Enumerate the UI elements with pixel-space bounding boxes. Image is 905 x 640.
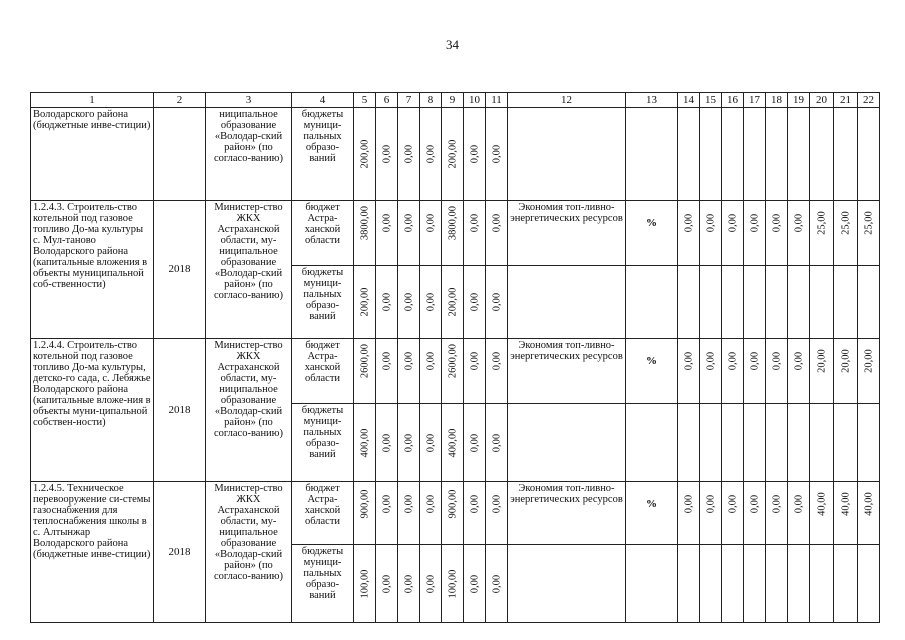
column-number: 3 [206, 93, 292, 108]
target-value [722, 339, 744, 404]
column-number: 21 [834, 93, 858, 108]
column-number: 13 [626, 93, 678, 108]
funding-value-text: 0,00 [381, 292, 392, 312]
target-value-text: 0,00 [749, 213, 760, 233]
funding-value [376, 545, 398, 623]
funding-value [354, 266, 376, 339]
year-cell [154, 108, 206, 201]
indicator: Экономия топ-ливно-энергетических ресурсов [508, 482, 626, 545]
target-value [788, 201, 810, 266]
funding-value-text: 0,00 [469, 292, 480, 312]
funding-value-text: 0,00 [425, 213, 436, 233]
target-value [858, 339, 880, 404]
target-value-text: 0,00 [793, 494, 804, 514]
funding-value [376, 482, 398, 545]
column-number: 5 [354, 93, 376, 108]
funding-value-text: 0,00 [469, 144, 480, 164]
funding-value-text: 0,00 [491, 351, 502, 371]
target-value [700, 482, 722, 545]
funding-value-text: 0,00 [381, 351, 392, 371]
funding-value [486, 482, 508, 545]
empty-cell [722, 266, 744, 339]
empty-cell [766, 404, 788, 482]
funding-value [464, 266, 486, 339]
target-value-text: 20,00 [816, 349, 827, 373]
funding-value-text: 0,00 [403, 494, 414, 514]
funding-value-text: 3800,00 [359, 205, 370, 241]
funding-value [442, 201, 464, 266]
target-value-text: 0,00 [727, 351, 738, 371]
target-value [810, 339, 834, 404]
funding-value-text: 200,00 [359, 287, 370, 317]
funding-value [376, 339, 398, 404]
year-cell: 2018 [154, 482, 206, 623]
funding-value-text: 0,00 [425, 144, 436, 164]
empty-cell [700, 266, 722, 339]
column-number: 15 [700, 93, 722, 108]
event-description: 1.2.4.5. Техническое перевооружение си-стемы газоснабжения для теплоснабжения школы в с. Алтынжар Володарского района (бюджетные инве-стиции) [31, 482, 154, 623]
empty-cell [744, 404, 766, 482]
funding-source: бюджеты муници-пальных образо-ваний [292, 545, 354, 623]
event-description: 1.2.4.4. Строитель-ство котельной под газовое топливо До-ма культуры, детско-го сада, с. Лебяжье Володарского района (капитальные вложе-ния в объекты муни-ципальной собствен-ности) [31, 339, 154, 482]
funding-value [376, 266, 398, 339]
table-row [31, 482, 880, 545]
funding-value-text: 0,00 [403, 574, 414, 593]
column-number: 8 [420, 93, 442, 108]
funding-value [354, 108, 376, 201]
funding-value-text: 100,00 [447, 569, 458, 598]
funding-value [420, 108, 442, 201]
empty-cell [788, 545, 810, 623]
empty-cell [788, 404, 810, 482]
indicator: Экономия топ-ливно-энергетических ресурсов [508, 339, 626, 404]
empty-cell [508, 545, 626, 623]
funding-value-text: 0,00 [491, 574, 502, 593]
target-value [722, 201, 744, 266]
empty-cell [834, 108, 858, 201]
funding-value [486, 545, 508, 623]
funding-value [464, 339, 486, 404]
funding-value [420, 482, 442, 545]
page-number: 34 [446, 37, 459, 52]
executor: Министер-ство ЖКХ Астраханской области, му-ниципальное образование «Володар-ский район» (по согласо-ванию) [206, 482, 292, 623]
target-value-text: 0,00 [793, 351, 804, 371]
funding-value-text: 100,00 [359, 569, 370, 598]
empty-cell [810, 404, 834, 482]
funding-value [486, 266, 508, 339]
funding-value [398, 545, 420, 623]
empty-cell [810, 108, 834, 201]
target-value-text: 0,00 [727, 494, 738, 514]
funding-value [464, 108, 486, 201]
funding-value [464, 201, 486, 266]
column-number: 16 [722, 93, 744, 108]
target-value-text: 40,00 [816, 492, 827, 516]
target-value-text: 0,00 [705, 494, 716, 514]
executor: ниципальное образование «Володар-ский район» (по согласо-ванию) [206, 108, 292, 201]
empty-cell [744, 545, 766, 623]
funding-value-text: 0,00 [469, 213, 480, 233]
funding-source: бюджеты муници-пальных образо-ваний [292, 404, 354, 482]
target-value [678, 482, 700, 545]
target-value-text: 25,00 [840, 211, 851, 235]
funding-value-text: 3800,00 [447, 205, 458, 241]
funding-value [464, 404, 486, 482]
empty-cell [626, 545, 678, 623]
target-value [858, 482, 880, 545]
empty-cell [700, 545, 722, 623]
target-value-text: 0,00 [705, 351, 716, 371]
funding-value-text: 400,00 [447, 428, 458, 457]
unit-cell: % [626, 339, 678, 404]
target-value [858, 201, 880, 266]
column-number: 20 [810, 93, 834, 108]
funding-value-text: 200,00 [359, 139, 370, 169]
funding-value [398, 482, 420, 545]
column-number: 19 [788, 93, 810, 108]
funding-value [486, 404, 508, 482]
target-value-text: 0,00 [771, 494, 782, 514]
funding-value [398, 339, 420, 404]
funding-value [464, 545, 486, 623]
empty-cell [788, 266, 810, 339]
year-cell: 2018 [154, 339, 206, 482]
empty-cell [722, 404, 744, 482]
target-value [810, 201, 834, 266]
funding-value [420, 339, 442, 404]
target-value-text: 40,00 [840, 492, 851, 516]
empty-cell [834, 266, 858, 339]
funding-value-text: 0,00 [469, 351, 480, 371]
column-number: 4 [292, 93, 354, 108]
empty-cell [678, 545, 700, 623]
target-value-text: 0,00 [793, 213, 804, 233]
funding-value [398, 108, 420, 201]
funding-value-text: 0,00 [491, 292, 502, 312]
funding-value-text: 0,00 [491, 213, 502, 233]
target-value-text: 0,00 [705, 213, 716, 233]
unit-cell: % [626, 201, 678, 266]
funding-value-text: 0,00 [403, 351, 414, 371]
funding-value [398, 266, 420, 339]
target-value-text: 20,00 [840, 349, 851, 373]
target-value [744, 482, 766, 545]
target-value [788, 482, 810, 545]
empty-cell [678, 266, 700, 339]
empty-cell [626, 266, 678, 339]
target-value [834, 201, 858, 266]
column-number: 2 [154, 93, 206, 108]
funding-value [420, 266, 442, 339]
target-value-text: 0,00 [771, 213, 782, 233]
funding-value [486, 339, 508, 404]
funding-value [354, 339, 376, 404]
target-value [788, 339, 810, 404]
funding-source: бюджет Астра-ханской области [292, 482, 354, 545]
target-value-text: 0,00 [683, 213, 694, 233]
funding-value-text: 0,00 [403, 144, 414, 164]
funding-value [354, 201, 376, 266]
target-value-text: 0,00 [683, 494, 694, 514]
funding-value [486, 108, 508, 201]
funding-value [420, 545, 442, 623]
event-description: Володарского района (бюджетные инве-стиции) [31, 108, 154, 201]
funding-source: бюджет Астра-ханской области [292, 339, 354, 404]
target-value-text: 40,00 [863, 492, 874, 516]
empty-cell [766, 266, 788, 339]
target-value [700, 201, 722, 266]
target-value [678, 339, 700, 404]
funding-value [442, 266, 464, 339]
funding-value-text: 2600,00 [447, 343, 458, 379]
funding-value [376, 201, 398, 266]
funding-value [442, 108, 464, 201]
funding-value-text: 0,00 [425, 574, 436, 593]
target-value [700, 339, 722, 404]
target-value-text: 20,00 [863, 349, 874, 373]
empty-cell [766, 108, 788, 201]
empty-cell [700, 404, 722, 482]
funding-value-text: 200,00 [447, 139, 458, 169]
empty-cell [766, 545, 788, 623]
target-value [766, 201, 788, 266]
target-value [722, 482, 744, 545]
target-value [766, 339, 788, 404]
table-row [31, 108, 880, 201]
funding-source: бюджеты муници-пальных образо-ваний [292, 108, 354, 201]
target-value-text: 25,00 [816, 211, 827, 235]
funding-value-text: 0,00 [469, 574, 480, 593]
empty-cell [508, 404, 626, 482]
funding-source: бюджеты муници-пальных образо-ваний [292, 266, 354, 339]
empty-cell [744, 108, 766, 201]
funding-value-text: 0,00 [381, 574, 392, 593]
funding-value [354, 404, 376, 482]
empty-cell [810, 266, 834, 339]
funding-value-text: 0,00 [381, 213, 392, 233]
column-number: 6 [376, 93, 398, 108]
column-number: 18 [766, 93, 788, 108]
target-value [834, 339, 858, 404]
target-value-text: 0,00 [727, 213, 738, 233]
funding-value-text: 0,00 [403, 433, 414, 452]
table-row [31, 201, 880, 266]
funding-value [464, 482, 486, 545]
empty-cell [858, 545, 880, 623]
column-number: 12 [508, 93, 626, 108]
funding-value-text: 900,00 [359, 489, 370, 519]
funding-value-text: 0,00 [491, 433, 502, 452]
funding-value [376, 108, 398, 201]
funding-value-text: 0,00 [425, 494, 436, 514]
funding-value-text: 0,00 [469, 494, 480, 514]
funding-value-text: 0,00 [381, 494, 392, 514]
target-value [678, 201, 700, 266]
funding-value [486, 201, 508, 266]
indicator: Экономия топ-ливно-энергетических ресурсов [508, 201, 626, 266]
empty-cell [678, 404, 700, 482]
funding-value-text: 200,00 [447, 287, 458, 317]
empty-cell [722, 545, 744, 623]
column-number: 14 [678, 93, 700, 108]
executor: Министер-ство ЖКХ Астраханской области, му-ниципальное образование «Володар-ский район» (по согласо-ванию) [206, 201, 292, 339]
funding-value-text: 0,00 [425, 351, 436, 371]
funding-value-text: 0,00 [403, 292, 414, 312]
target-value-text: 25,00 [863, 211, 874, 235]
column-number: 10 [464, 93, 486, 108]
event-description: 1.2.4.3. Строитель-ство котельной под газовое топливо До-ма культуры с. Мул-таново Володарского района (капитальные вложения в объекты муниципальной соб-ственности) [31, 201, 154, 339]
funding-value-text: 900,00 [447, 489, 458, 519]
funding-value [442, 404, 464, 482]
funding-value-text: 400,00 [359, 428, 370, 457]
table-row [31, 339, 880, 404]
target-value-text: 0,00 [749, 351, 760, 371]
empty-cell [810, 545, 834, 623]
column-number: 22 [858, 93, 880, 108]
funding-value [442, 545, 464, 623]
target-value [810, 482, 834, 545]
empty-cell [700, 108, 722, 201]
column-number: 11 [486, 93, 508, 108]
funding-value [376, 404, 398, 482]
column-number: 7 [398, 93, 420, 108]
empty-cell [508, 266, 626, 339]
funding-value [442, 482, 464, 545]
empty-cell [858, 404, 880, 482]
target-value [766, 482, 788, 545]
funding-value-text: 0,00 [381, 433, 392, 452]
funding-value-text: 0,00 [491, 494, 502, 514]
column-number: 17 [744, 93, 766, 108]
empty-cell [858, 108, 880, 201]
target-value [744, 339, 766, 404]
empty-cell [834, 545, 858, 623]
empty-cell [744, 266, 766, 339]
funding-value [420, 201, 442, 266]
empty-cell [722, 108, 744, 201]
funding-value-text: 0,00 [425, 433, 436, 452]
empty-cell [788, 108, 810, 201]
funding-value-text: 0,00 [491, 144, 502, 164]
year-cell: 2018 [154, 201, 206, 339]
empty-cell [508, 108, 626, 201]
funding-value-text: 0,00 [425, 292, 436, 312]
empty-cell [626, 404, 678, 482]
target-value [834, 482, 858, 545]
funding-value [442, 339, 464, 404]
empty-cell [858, 266, 880, 339]
column-number: 1 [31, 93, 154, 108]
funding-value [398, 201, 420, 266]
empty-cell [834, 404, 858, 482]
column-number-row [31, 93, 880, 108]
funding-value-text: 0,00 [469, 433, 480, 452]
funding-value [398, 404, 420, 482]
target-value [744, 201, 766, 266]
funding-value-text: 0,00 [403, 213, 414, 233]
empty-cell [626, 108, 678, 201]
unit-cell: % [626, 482, 678, 545]
target-value-text: 0,00 [749, 494, 760, 514]
executor: Министер-ство ЖКХ Астраханской области, му-ниципальное образование «Володар-ский район» (по согласо-ванию) [206, 339, 292, 482]
funding-value-text: 0,00 [381, 144, 392, 164]
funding-value [420, 404, 442, 482]
funding-value [354, 545, 376, 623]
program-table [30, 92, 880, 623]
funding-value [354, 482, 376, 545]
funding-source: бюджет Астра-ханской области [292, 201, 354, 266]
empty-cell [678, 108, 700, 201]
funding-value-text: 2600,00 [359, 343, 370, 379]
target-value-text: 0,00 [683, 351, 694, 371]
target-value-text: 0,00 [771, 351, 782, 371]
column-number: 9 [442, 93, 464, 108]
